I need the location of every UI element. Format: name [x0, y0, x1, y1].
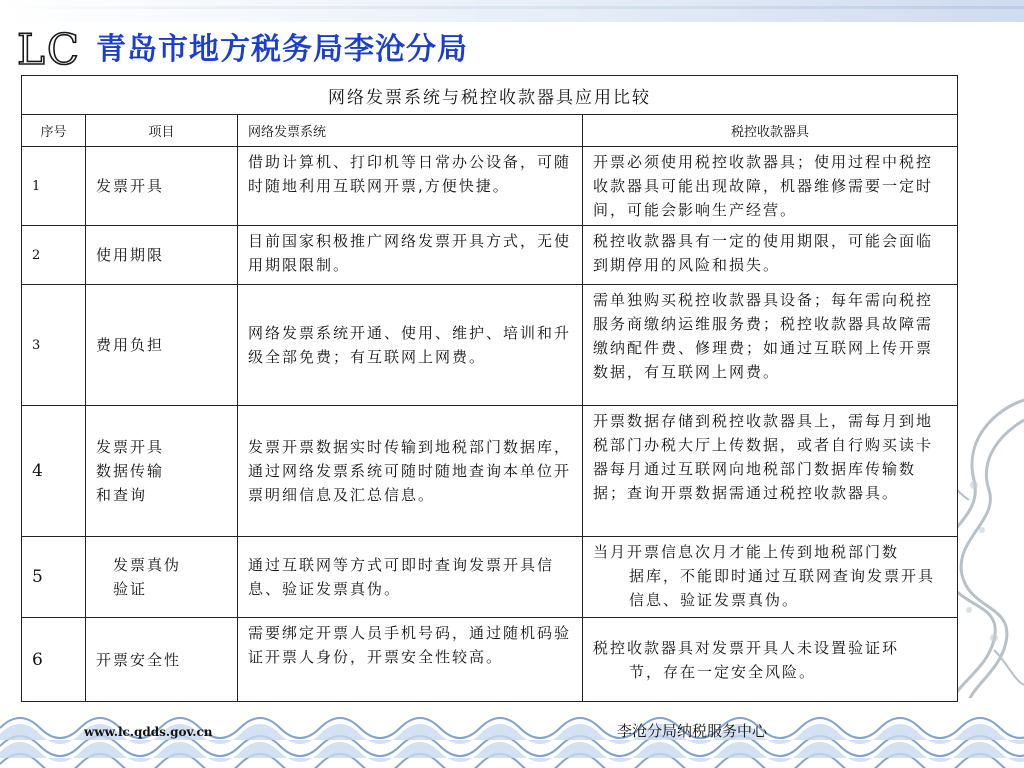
comparison-table [21, 75, 957, 702]
row-number: 4 [22, 406, 86, 537]
row-taxctrl-cell [583, 618, 958, 702]
row-network-cell: 需要绑定开票人员手机号码，通过随机码验证开票人身份，开票安全性较高。 [238, 618, 583, 702]
row-taxctrl-cell: 税控收款器具有一定的使用期限，可能会面临到期停用的风险和损失。 [583, 226, 958, 285]
row-number: 3 [22, 285, 86, 406]
row-item-text: 发票开具数据传输和查询 [96, 438, 165, 504]
row-item [86, 406, 238, 537]
row-taxctrl-cell: 开票数据存储到税控收款器具上，需每月到地税部门办税大厅上传数据，或者自行购买读卡器每月通过互联网向地税部门数据库传输数据；查询开票数据需通过税控收款器具。 [583, 406, 958, 537]
taxctrl-first-line: 税控收款器具对发票开具人未设置验证环 [593, 638, 900, 657]
taxctrl-rest-lines: 据库，不能即时通过互联网查询发票开具信息、验证发票真伪。 [629, 567, 936, 609]
row-taxctrl-cell: 需单独购买税控收款器具设备；每年需向税控服务商缴纳运维服务费；税控收款器具故障需缴纳配件费、修理费；如通过互联网上传开票数据，有互联网上网费。 [583, 285, 958, 406]
row-network-cell: 借助计算机、打印机等日常办公设备，可随时随地利用互联网开票,方便快捷。 [238, 147, 583, 226]
footer-center-label: 李沧分局纳税服务中心 [617, 722, 768, 740]
table-row [22, 537, 958, 618]
row-item [86, 537, 238, 618]
table-row [22, 618, 958, 702]
row-number: 6 [22, 618, 86, 702]
table-row [22, 147, 958, 226]
row-number: 5 [22, 537, 86, 618]
col-header-network: 网络发票系统 [238, 115, 583, 147]
row-network-cell: 目前国家积极推广网络发票开具方式，无使用期限限制。 [238, 226, 583, 285]
table-row [22, 406, 958, 537]
lc-logo [14, 26, 84, 70]
row-item: 费用负担 [86, 285, 238, 406]
top-banner [0, 0, 1024, 22]
row-item-text: 发票真伪验证 [113, 556, 182, 598]
row-item: 发票开具 [86, 147, 238, 226]
col-header-no: 序号 [22, 115, 86, 147]
footer-url: www.lc.qdds.gov.cn [84, 725, 213, 739]
row-network-cell: 网络发票系统开通、使用、维护、培训和升级全部免费；有互联网上网费。 [238, 285, 583, 406]
row-item: 开票安全性 [86, 618, 238, 702]
row-taxctrl-cell: 开票必须使用税控收款器具；使用过程中税控收款器具可能出现故障，机器维修需要一定时间，可能会影响生产经营。 [583, 147, 958, 226]
row-network-cell: 发票开票数据实时传输到地税部门数据库，通过网络发票系统可随时随地查询本单位开票明细信息及汇总信息。 [238, 406, 583, 537]
row-number: 2 [22, 226, 86, 285]
page-title: 青岛市地方税务局李沧分局 [96, 32, 468, 67]
row-number: 1 [22, 147, 86, 226]
row-network-cell: 通过互联网等方式可即时查询发票开具信息、验证发票真伪。 [238, 537, 583, 618]
taxctrl-first-line: 当月开票信息次月才能上传到地税部门数 [593, 543, 900, 561]
table-row [22, 285, 958, 406]
logo-text: LC [17, 26, 82, 70]
row-item: 使用期限 [86, 226, 238, 285]
table-caption: 网络发票系统与税控收款器具应用比较 [22, 76, 958, 115]
table-row [22, 226, 958, 285]
row-taxctrl-cell [583, 537, 958, 618]
taxctrl-rest-lines: 节，存在一定安全风险。 [629, 662, 817, 681]
col-header-item: 项目 [86, 115, 238, 147]
col-header-taxctrl: 税控收款器具 [583, 115, 958, 147]
